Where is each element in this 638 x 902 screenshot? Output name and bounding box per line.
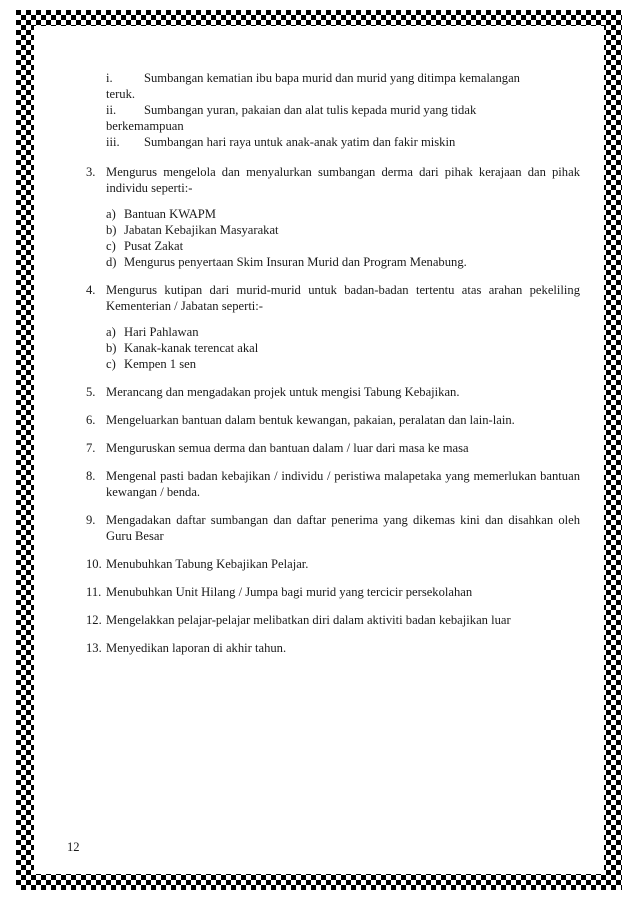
sublist-item bbox=[106, 254, 580, 270]
numbered-item-11 bbox=[86, 584, 580, 600]
sublist-label: a) bbox=[106, 325, 116, 339]
sublist-text: Mengurus penyertaan Skim Insuran Murid dan Program Menabung. bbox=[124, 255, 467, 269]
item-text: Menubuhkan Tabung Kebajikan Pelajar. bbox=[106, 557, 309, 571]
item-number: 4. bbox=[86, 283, 96, 297]
alpha-sublist bbox=[106, 206, 580, 270]
item-text: Mengurus mengelola dan menyalurkan sumbangan derma dari pihak kerajaan dan pihak individu seperti:- bbox=[106, 165, 580, 195]
numbered-item-8 bbox=[86, 468, 580, 500]
item-text: Menyedikan laporan di akhir tahun. bbox=[106, 641, 287, 655]
item-number: 9. bbox=[86, 513, 96, 527]
list-item bbox=[106, 134, 580, 150]
sublist-label: d) bbox=[106, 255, 117, 269]
sublist-item bbox=[106, 340, 580, 356]
list-item-continuation: berkemampuan bbox=[106, 119, 184, 133]
list-item-number: i. bbox=[106, 71, 113, 85]
list-item-text: Sumbangan hari raya untuk anak-anak yatim dan fakir miskin bbox=[144, 135, 456, 149]
sublist-text: Jabatan Kebajikan Masyarakat bbox=[124, 223, 279, 237]
item-number: 6. bbox=[86, 413, 96, 427]
item-text: Mengadakan daftar sumbangan dan daftar penerima yang dikemas kini dan disahkan oleh Guru Besar bbox=[106, 513, 580, 543]
sublist-item bbox=[106, 324, 580, 340]
sublist-item bbox=[106, 356, 580, 372]
document-content bbox=[86, 70, 580, 656]
sublist-text: Hari Pahlawan bbox=[124, 325, 199, 339]
numbered-item-9 bbox=[86, 512, 580, 544]
list-item-number: ii. bbox=[106, 103, 117, 117]
sublist-text: Kanak-kanak terencat akal bbox=[124, 341, 259, 355]
item-number: 5. bbox=[86, 385, 96, 399]
item-number: 3. bbox=[86, 165, 96, 179]
numbered-item-6 bbox=[86, 412, 580, 428]
list-item-text: Sumbangan yuran, pakaian dan alat tulis kepada murid yang tidak bbox=[144, 103, 477, 117]
item-number: 10. bbox=[86, 557, 102, 571]
sublist-text: Pusat Zakat bbox=[124, 239, 184, 253]
numbered-item-13 bbox=[86, 640, 580, 656]
sublist-label: b) bbox=[106, 341, 117, 355]
item-text: Mengurus kutipan dari murid-murid untuk badan-badan tertentu atas arahan pekeliling Kementerian / Jabatan seperti:- bbox=[106, 283, 580, 313]
item-number: 13. bbox=[86, 641, 102, 655]
item-text: Menubuhkan Unit Hilang / Jumpa bagi murid yang tercicir persekolahan bbox=[106, 585, 473, 599]
numbered-item-3 bbox=[86, 164, 580, 270]
numbered-item-4 bbox=[86, 282, 580, 372]
sublist-label: b) bbox=[106, 223, 117, 237]
numbered-item-7 bbox=[86, 440, 580, 456]
item-text: Merancang dan mengadakan projek untuk mengisi Tabung Kebajikan. bbox=[106, 385, 460, 399]
page-number: 12 bbox=[67, 840, 80, 854]
numbered-item-12 bbox=[86, 612, 580, 628]
item-text: Mengelakkan pelajar-pelajar melibatkan diri dalam aktiviti badan kebajikan luar bbox=[106, 613, 511, 627]
numbered-item-10 bbox=[86, 556, 580, 572]
sublist-label: c) bbox=[106, 357, 116, 371]
sublist-item bbox=[106, 206, 580, 222]
list-item-number: iii. bbox=[106, 135, 120, 149]
list-item-continuation: teruk. bbox=[106, 87, 136, 101]
roman-list bbox=[106, 70, 580, 150]
item-number: 8. bbox=[86, 469, 96, 483]
item-number: 11. bbox=[86, 585, 102, 599]
sublist-item bbox=[106, 238, 580, 254]
item-text: Mengenal pasti badan kebajikan / individu / peristiwa malapetaka yang memerlukan bantuan kewangan / benda. bbox=[106, 469, 580, 499]
sublist-label: a) bbox=[106, 207, 116, 221]
item-text: Menguruskan semua derma dan bantuan dalam / luar dari masa ke masa bbox=[106, 441, 469, 455]
list-item bbox=[106, 102, 580, 134]
list-item-text: Sumbangan kematian ibu bapa murid dan murid yang ditimpa kemalangan bbox=[144, 71, 520, 85]
sublist-text: Kempen 1 sen bbox=[124, 357, 197, 371]
sublist-label: c) bbox=[106, 239, 116, 253]
sublist-item bbox=[106, 222, 580, 238]
numbered-item-5 bbox=[86, 384, 580, 400]
sublist-text: Bantuan KWAPM bbox=[124, 207, 216, 221]
item-number: 12. bbox=[86, 613, 102, 627]
item-number: 7. bbox=[86, 441, 96, 455]
alpha-sublist bbox=[106, 324, 580, 372]
list-item bbox=[106, 70, 580, 102]
item-text: Mengeluarkan bantuan dalam bentuk kewangan, pakaian, peralatan dan lain-lain. bbox=[106, 413, 515, 427]
